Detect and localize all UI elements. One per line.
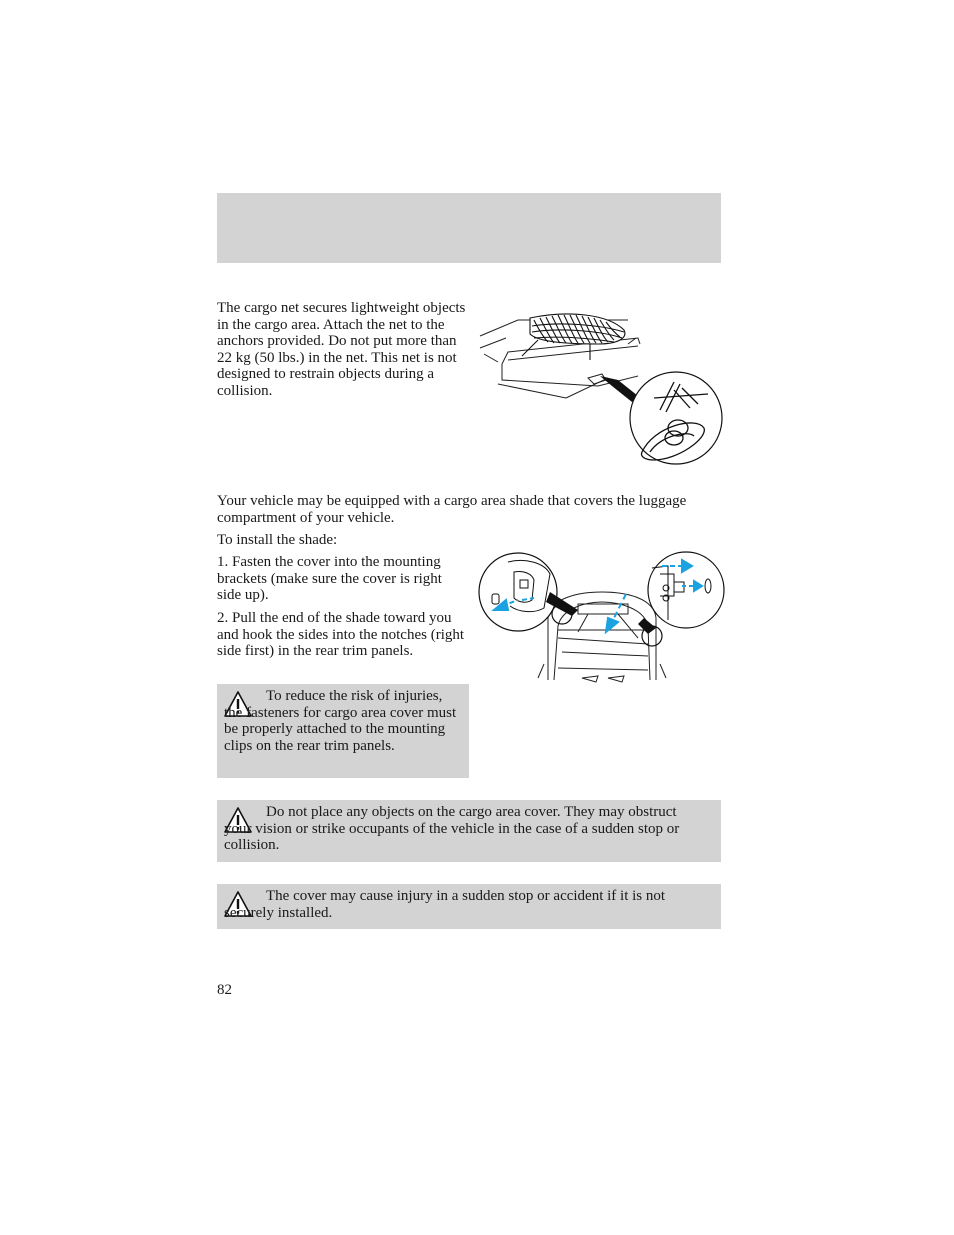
warning-text-fasteners: To reduce the risk of injuries, the fasteners for cargo area cover must be properly attached to the mounting clips on the rear trim panels. xyxy=(224,688,457,754)
warning-box-cover xyxy=(217,884,721,929)
cargo-net-illustration xyxy=(478,308,726,470)
install-step-2: 2. Pull the end of the shade toward you and hook the sides into the notches (right side first) in the rear trim panels. xyxy=(217,610,465,659)
page-number: 82 xyxy=(217,982,232,998)
warning-box-fasteners xyxy=(217,684,469,778)
install-heading: To install the shade: xyxy=(217,532,338,548)
cargo-net-paragraph: The cargo net secures lightweight objects in the cargo area. Attach the net to the anchors provided. Do not put more than 22 kg (50 lbs.) in the net. This net is not designed to restrain objects during a collision. xyxy=(217,300,466,399)
cargo-shade-illustration xyxy=(478,548,726,688)
warning-text-cover: The cover may cause injury in a sudden stop or accident if it is not securely installed. xyxy=(224,888,666,921)
shade-intro-paragraph: Your vehicle may be equipped with a cargo area shade that covers the luggage compartment of your vehicle. xyxy=(217,493,687,526)
warning-box-objects xyxy=(217,800,721,862)
install-step-1: 1. Fasten the cover into the mounting brackets (make sure the cover is right side up). xyxy=(217,554,442,603)
warning-text-objects: Do not place any objects on the cargo area cover. They may obstruct your vision or strike occupants of the vehicle in the case of a sudden stop or collision. xyxy=(224,804,680,853)
section-header-band xyxy=(217,193,721,263)
